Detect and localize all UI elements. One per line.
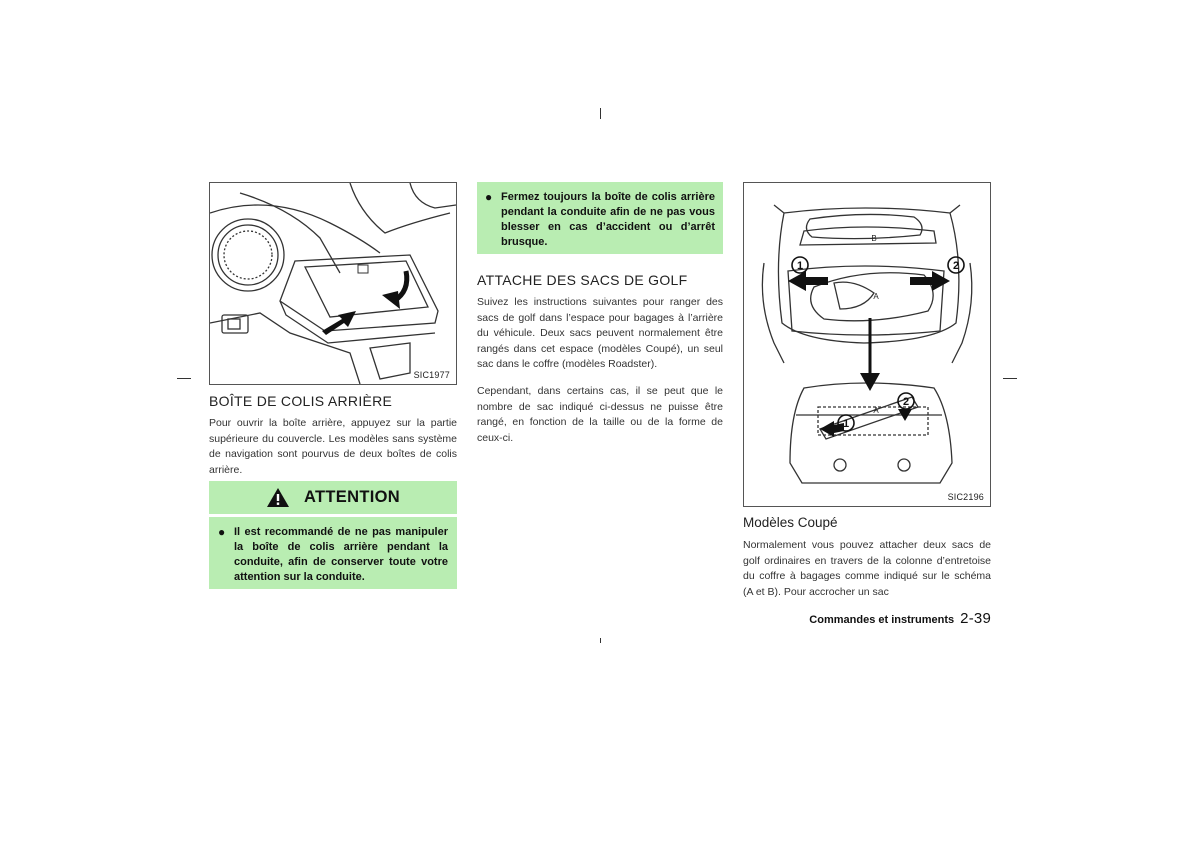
attention-bullet — [218, 525, 448, 585]
attention-header — [209, 481, 457, 514]
bullet-dot: ● — [218, 525, 226, 539]
label-a-lower: A — [873, 406, 879, 415]
attention-label: ATTENTION — [304, 488, 400, 506]
page-footer — [809, 610, 991, 627]
bottom-fold-mark — [600, 638, 601, 643]
label-b: B — [871, 234, 877, 243]
footer-section: Commandes et instruments — [809, 614, 955, 626]
coupe-models-paragraph: Normalement vous pouvez attacher deux sacs de golf ordinaires en travers de la colonne d’entretoise du coffre à bagages comme indiqué sur le schéma (A et B). Pour accrocher un sac — [743, 539, 991, 598]
label-1-upper: 1 — [796, 260, 804, 272]
rear-box-illustration — [209, 182, 457, 385]
top-fold-mark — [600, 108, 601, 119]
label-2-lower: 2 — [902, 396, 910, 408]
rear-box-paragraph: Pour ouvrir la boîte arrière, appuyez sur la partie supérieure du couvercle. Les modèles sans système de navigation sont pourvus de deux boîtes de colis arrière. — [209, 417, 457, 476]
golf-bag-paragraph-1: Suivez les instructions suivantes pour ranger des sacs de golf dans l’espace pour bagages à l’arrière du véhicule. Deux sacs peuvent normalement être rangés dans cet espace (modèles Coupé), un seul sac dans le coffre (modèles Roadster). — [477, 296, 723, 370]
label-2-upper: 2 — [952, 260, 960, 272]
coupe-models-heading: Modèles Coupé — [743, 515, 838, 530]
bullet-dot: ● — [485, 190, 493, 204]
rear-box-drawing — [210, 183, 456, 384]
left-crop-mark — [177, 378, 191, 379]
golf-bag-illustration — [743, 182, 991, 507]
label-a-upper: A — [873, 292, 879, 301]
warning-continued-bullet — [485, 190, 715, 250]
right-crop-mark — [1003, 378, 1017, 379]
attention-bullet-text: Il est recommandé de ne pas manipuler la boîte de colis arrière pendant la conduite, afin de conserver toute votre attention sur la conduite. — [234, 526, 448, 583]
warning-triangle-icon — [266, 487, 290, 508]
rear-box-heading: BOÎTE DE COLIS ARRIÈRE — [209, 393, 393, 409]
figure-code: SIC1977 — [413, 370, 450, 380]
warning-continued-text: Fermez toujours la boîte de colis arrière pendant la conduite afin de ne pas vous blesser en cas d’accident ou d’arrêt brusque. — [501, 191, 715, 248]
golf-bag-drawing — [744, 183, 990, 506]
figure-code: SIC2196 — [947, 492, 984, 502]
golf-bag-heading: ATTACHE DES SACS DE GOLF — [477, 272, 688, 288]
label-1-lower: 1 — [842, 418, 850, 430]
footer-page-number: 2-39 — [960, 610, 991, 627]
golf-bag-paragraph-2: Cependant, dans certains cas, il se peut que le nombre de sac indiqué ci-dessus ne puisse être rangé, en fonction de la taille ou de la forme de ceux-ci. — [477, 385, 723, 444]
